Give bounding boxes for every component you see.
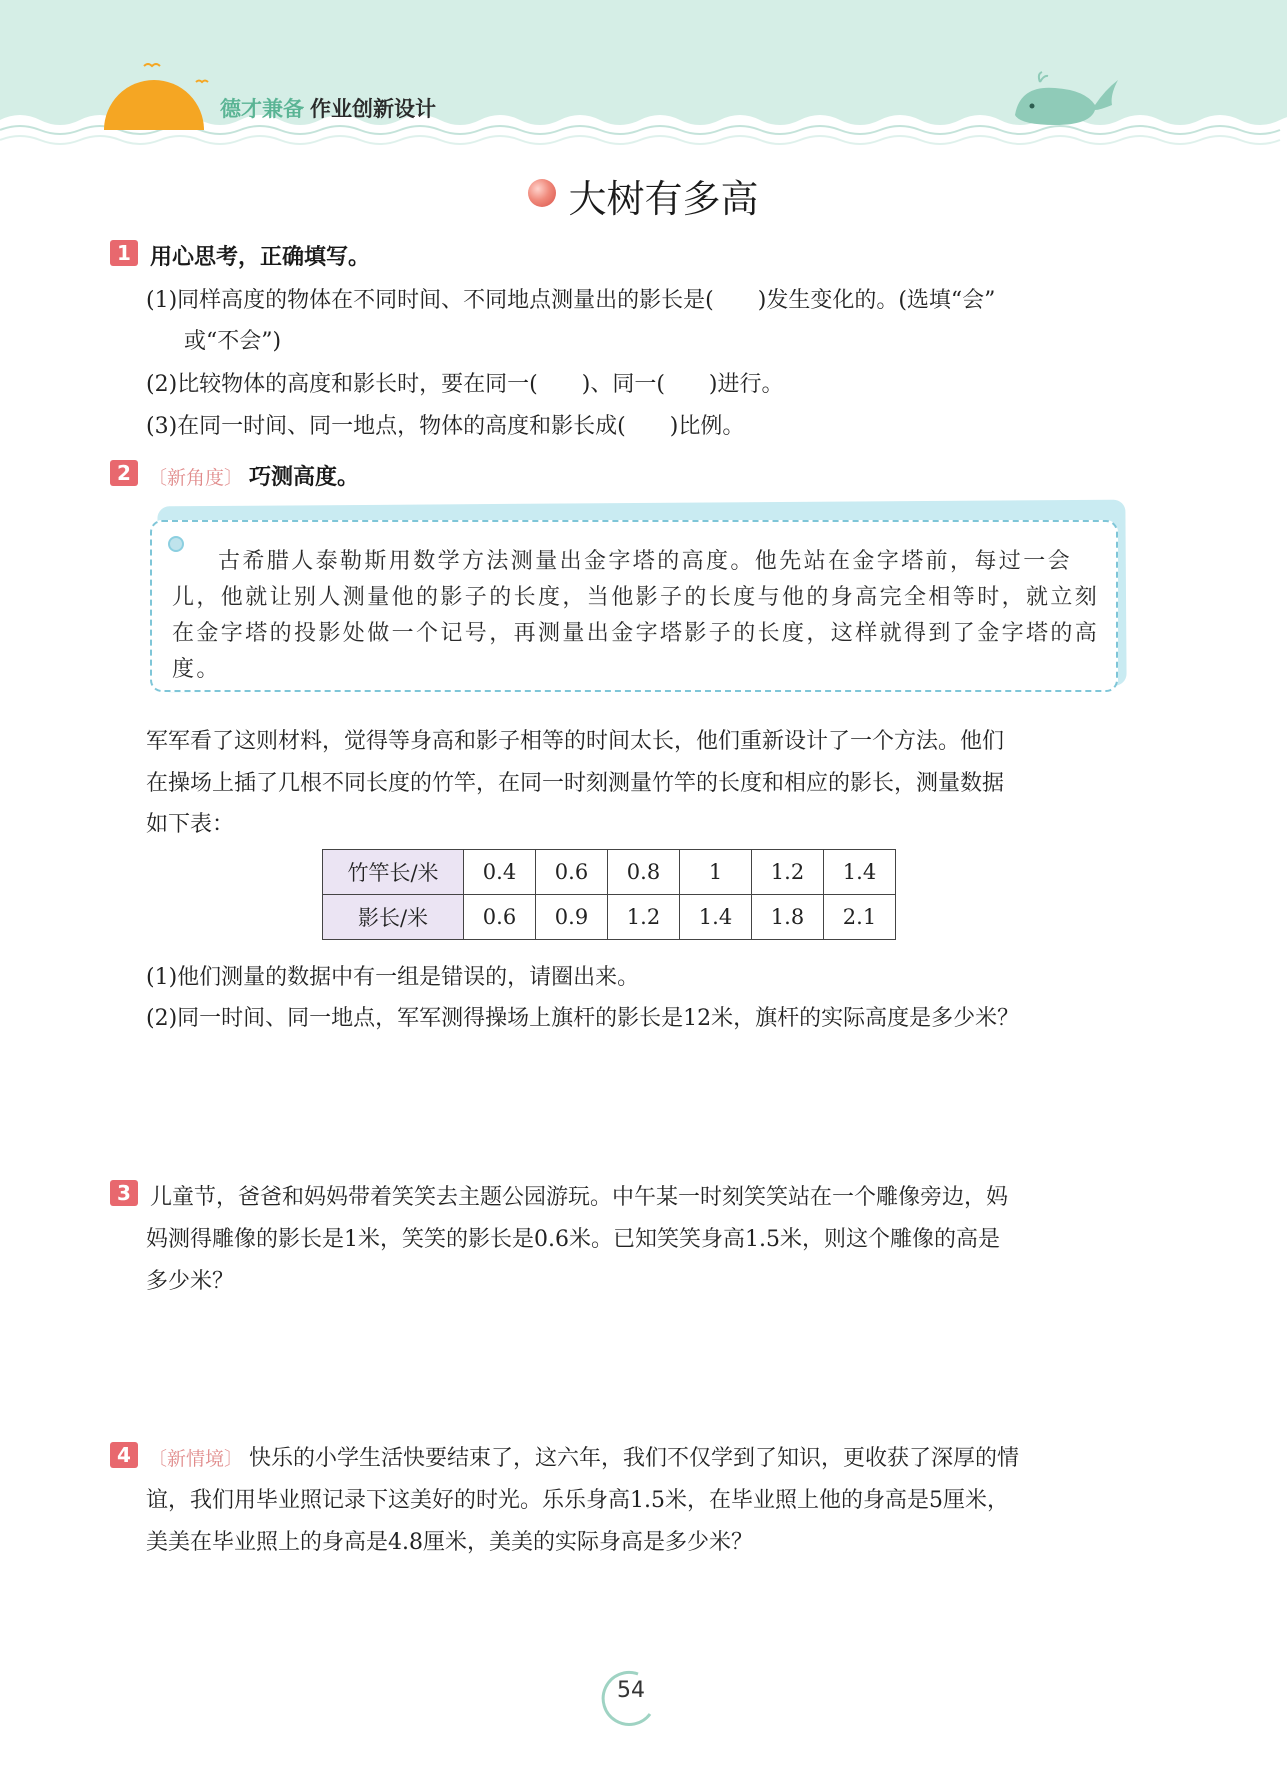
q3-line-2: 妈测得雕像的影长是1米，笑笑的影长是0.6米。已知笑笑身高1.5米，则这个雕像的高是 <box>146 1227 1000 1252</box>
q2-intro-3: 如下表： <box>146 812 235 837</box>
page-title <box>0 168 1287 223</box>
whale-icon <box>1010 70 1120 130</box>
q2-subq-1: (1)他们测量的数据中有一组是错误的，请圈出来。 <box>146 965 640 990</box>
table-cell: 1.4 <box>824 850 896 895</box>
q2-heading <box>148 460 359 491</box>
q3-line-1: 儿童节，爸爸和妈妈带着笑笑去主题公园游玩。中午某一时刻笑笑站在一个雕像旁边，妈 <box>150 1185 1009 1210</box>
q4-tag: 〔新情境〕 <box>148 1448 244 1470</box>
table-cell: 0.8 <box>608 850 680 895</box>
q2-intro-2: 在操场上插了几根不同长度的竹竿，在同一时刻测量竹竿的长度和相应的影长，测量数据 <box>146 771 1005 796</box>
q2-tag: 〔新角度〕 <box>148 467 244 489</box>
q1-heading: 用心思考，正确填写。 <box>150 245 371 270</box>
q1-item-3: (3)在同一时间、同一地点，物体的高度和影长成( )比例。 <box>146 414 745 439</box>
table-cell: 2.1 <box>824 895 896 940</box>
q4-line-3: 美美在毕业照上的身高是4.8厘米，美美的实际身高是多少米？ <box>146 1530 753 1555</box>
q2-number: 2 <box>110 460 138 486</box>
title-text: 大树有多高 <box>568 177 759 221</box>
q1-number: 1 <box>110 240 138 266</box>
brand-sub: 作业创新设计 <box>310 97 436 121</box>
sun-icon <box>104 60 214 130</box>
q1-item-1-cont: 或“不会”) <box>184 329 282 354</box>
q1-item-2: (2)比较物体的高度和影长时，要在同一( )、同一( )进行。 <box>146 372 784 397</box>
title-bullet-icon <box>528 179 556 207</box>
table-cell: 0.6 <box>464 895 536 940</box>
page-number: 54 <box>617 1678 645 1703</box>
table-cell: 1.4 <box>680 895 752 940</box>
table-cell: 1.8 <box>752 895 824 940</box>
table-cell: 0.6 <box>536 850 608 895</box>
q4-line-2: 谊，我们用毕业照记录下这美好的时光。乐乐身高1.5米，在毕业照上他的身高是5厘米， <box>146 1488 1009 1513</box>
q2-subq-2: (2)同一时间、同一地点，军军测得操场上旗杆的影长是12米，旗杆的实际高度是多少米？ <box>146 1006 1020 1031</box>
table-row <box>323 895 896 940</box>
table-cell: 1 <box>680 850 752 895</box>
q4-first: 快乐的小学生活快要结束了，这六年，我们不仅学到了知识，更收获了深厚的情 <box>249 1446 1020 1471</box>
brand-main: 德才兼备 <box>220 97 304 121</box>
table-row <box>323 850 896 895</box>
brand <box>220 93 436 123</box>
table-cell: 0.4 <box>464 850 536 895</box>
table-cell: 1.2 <box>608 895 680 940</box>
q1-item-1: (1)同样高度的物体在不同时间、不同地点测量出的影长是( )发生变化的。(选填“会” <box>146 288 996 313</box>
q3-line-3: 多少米？ <box>146 1269 235 1294</box>
table-cell: 1.2 <box>752 850 824 895</box>
q4-line-1 <box>148 1441 1019 1472</box>
row-label-shadow: 影长/米 <box>323 895 464 940</box>
q4-number: 4 <box>110 1442 138 1468</box>
q3-number: 3 <box>110 1180 138 1206</box>
story-box <box>150 520 1118 692</box>
row-label-pole: 竹竿长/米 <box>323 850 464 895</box>
header-band <box>0 0 1287 150</box>
data-table <box>322 849 896 940</box>
q2-heading-text: 巧测高度。 <box>249 465 360 490</box>
table-cell: 0.9 <box>536 895 608 940</box>
story-text: 古希腊人泰勒斯用数学方法测量出金字塔的高度。他先站在金字塔前，每过一会儿，他就让别人测量他的影子的长度，当他影子的长度与他的身高完全相等时，就立刻在金字塔的投影处做一个记号，再测量出金字塔影子的长度，这样就得到了金字塔的高度。 <box>172 549 1100 682</box>
q2-intro-1: 军军看了这则材料，觉得等身高和影子相等的时间太长，他们重新设计了一个方法。他们 <box>146 729 1005 754</box>
